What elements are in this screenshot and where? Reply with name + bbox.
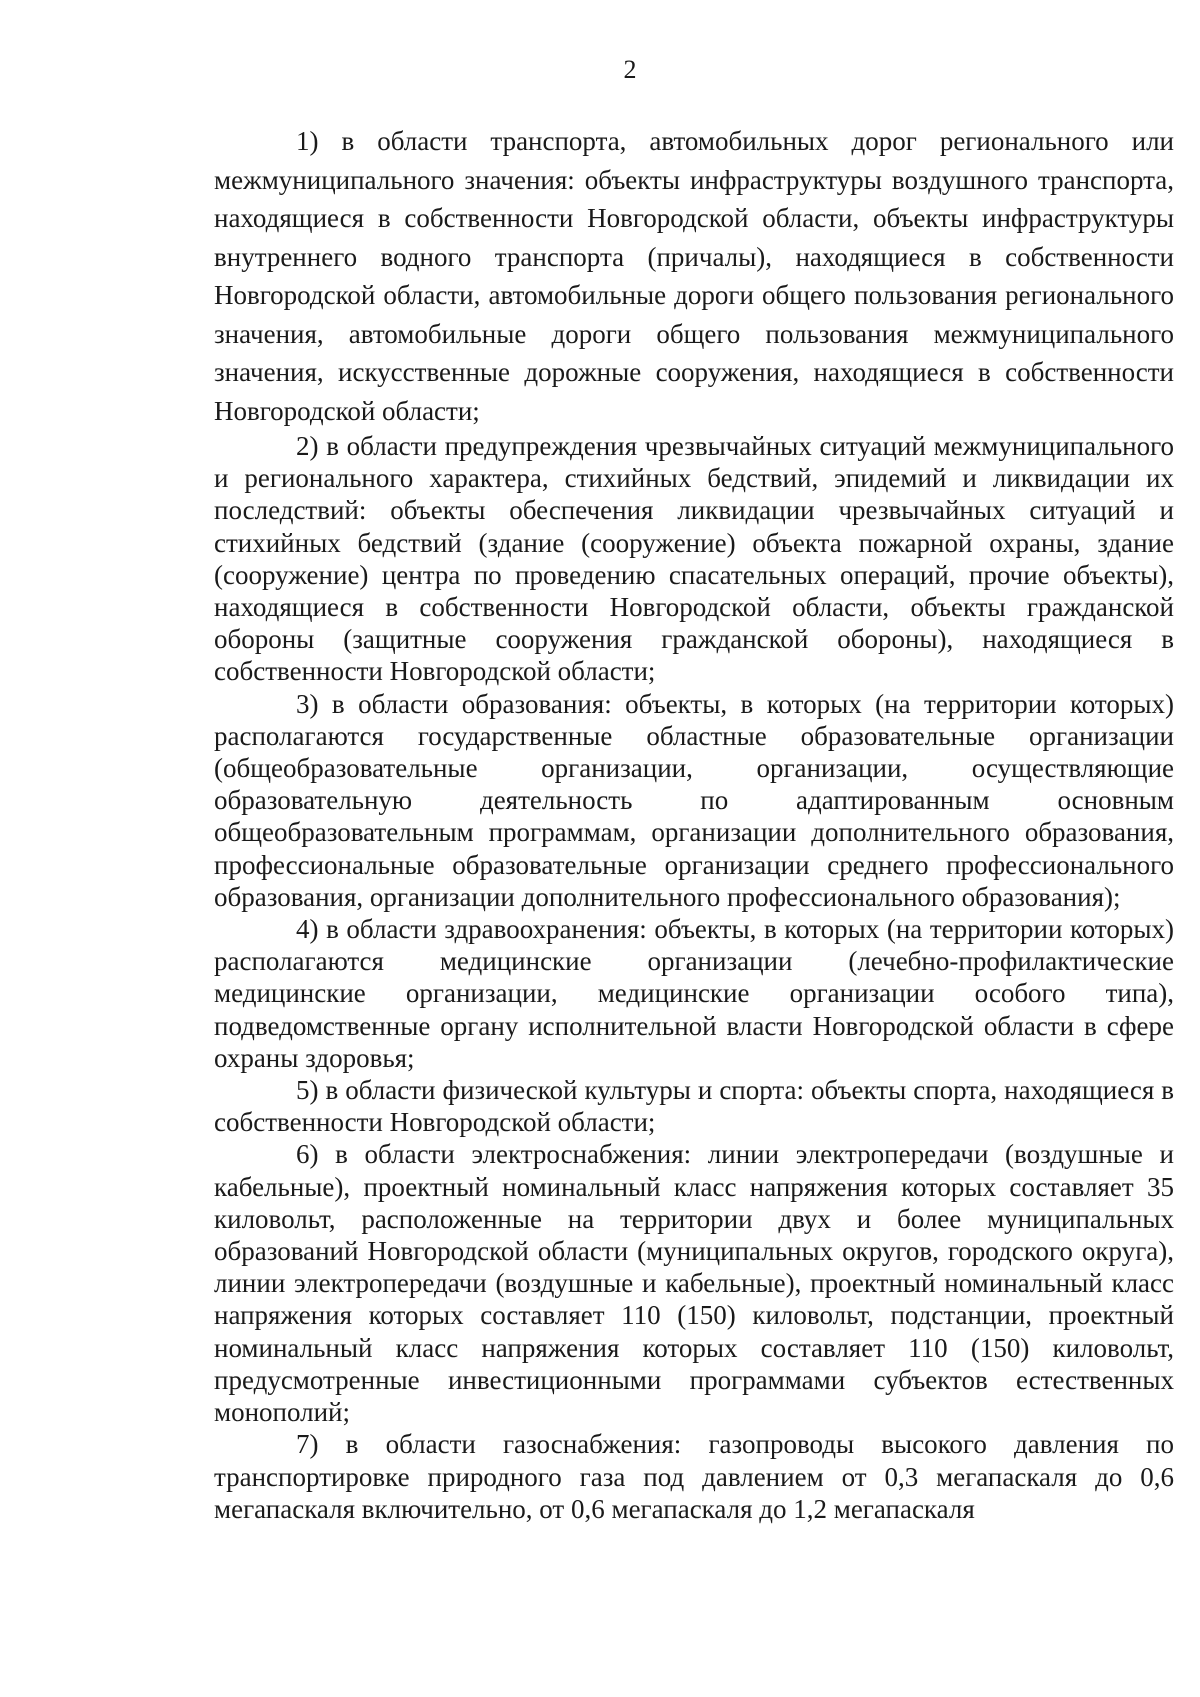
- paragraph-emergency: 2) в области предупреждения чрезвычайных ситуаций межмуниципального и регионального характера, стихийных бедствий, эпидемий и ликвидации их последствий: объекты обеспечения ликвидации чрезвычайных ситуаций и стихийных бедствий (здание (сооружение) объекта пожарной охраны, здание (сооружение) центра по проведению спасательных операций, прочие объекты), находящиеся в собственности Новгородской области, объекты гражданской обороны (защитные сооружения гражданской обороны), находящиеся в собственности Новгородской области;: [214, 431, 1174, 687]
- paragraph-education: 3) в области образования: объекты, в которых (на территории которых) располагаются государственные областные образовательные организации (общеобразовательные организации, организации, осуществляющие образовательную деятельность по адаптированным основным общеобразовательным программам, организации дополнительного образования, профессиональные образовательные организации среднего профессионального образования, организации дополнительного профессионального образования);: [214, 688, 1174, 912]
- paragraph-sport: 5) в области физической культуры и спорта: объекты спорта, находящиеся в собственности Новгородской области;: [214, 1075, 1174, 1138]
- page-number: 2: [623, 55, 637, 84]
- paragraph-healthcare: 4) в области здравоохранения: объекты, в которых (на территории которых) располагаются медицинские организации (лечебно-профилактические медицинские организации, медицинские организации особого типа), подведомственные органу исполнительной власти Новгородской области в сфере охраны здоровья;: [214, 914, 1174, 1073]
- paragraph-transport: 1) в области транспорта, автомобильных дорог регионального или межмуниципального значения: объекты инфраструктуры воздушного транспорта, находящиеся в собственности Новгородской области, объекты инфраструктуры внутреннего водного транспорта (причалы), находящиеся в собственности Новгородской области, автомобильные дороги общего пользования регионального значения, автомобильные дороги общего пользования межмуниципального значения, искусственные дорожные сооружения, находящиеся в собственности Новгородской области;: [214, 126, 1174, 426]
- document-body: [214, 122, 1174, 1525]
- paragraph-electricity: 6) в области электроснабжения: линии электропередачи (воздушные и кабельные), проектный номинальный класс напряжения которых составляет 35 киловольт, расположенные на территории двух и более муниципальных образований Новгородской области (муниципальных округов, городского округа), линии электропередачи (воздушные и кабельные), проектный номинальный класс напряжения которых составляет 110 (150) киловольт, подстанции, проектный номинальный класс напряжения которых составляет 110 (150) киловольт, предусмотренные инвестиционными программами субъектов естественных монополий;: [214, 1139, 1174, 1428]
- paragraph-gas: 7) в области газоснабжения: газопроводы высокого давления по транспортировке природного газа под давлением от 0,3 мегапаскаля до 0,6 мегапаскаля включительно, от 0,6 мегапаскаля до 1,2 мегапаскаля: [214, 1429, 1174, 1524]
